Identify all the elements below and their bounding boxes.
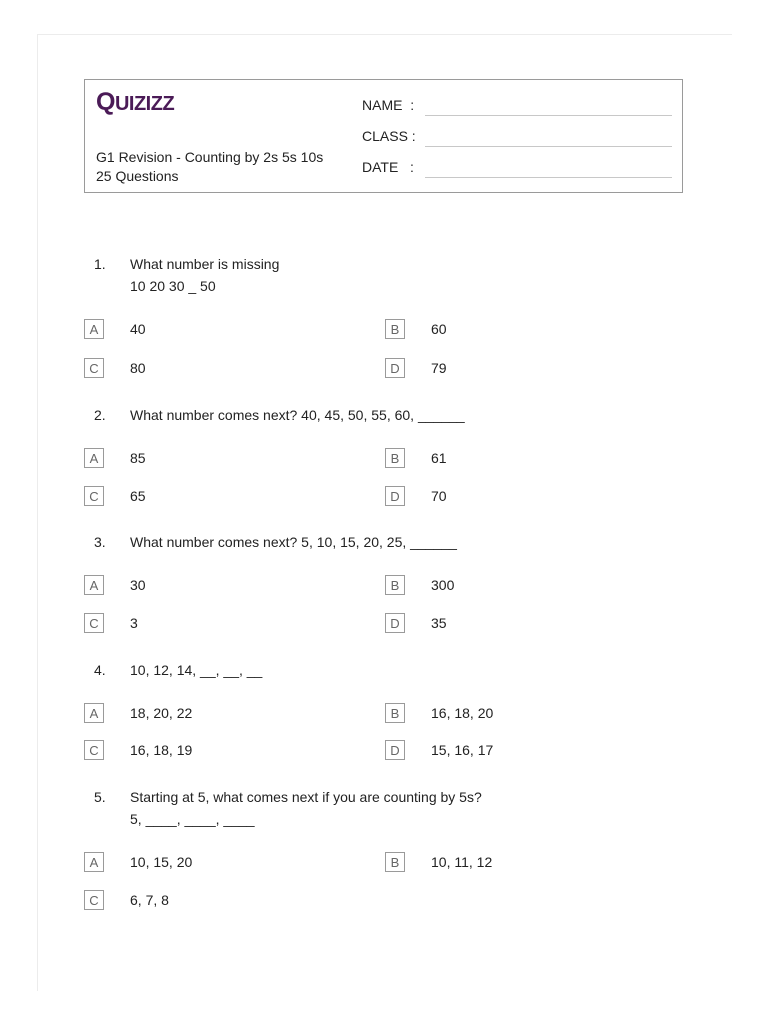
option-text: 40 [130, 321, 146, 337]
option-letter: D [385, 740, 405, 760]
option-text: 35 [431, 615, 447, 631]
q4-option-c[interactable] [84, 740, 344, 762]
class-label: CLASS : [362, 128, 416, 144]
option-letter: B [385, 852, 405, 872]
class-line[interactable] [425, 146, 672, 147]
name-line[interactable] [425, 115, 672, 116]
q5-option-c[interactable] [84, 890, 344, 912]
q3-option-d[interactable] [385, 613, 645, 635]
option-text: 85 [130, 450, 146, 466]
option-letter: A [84, 575, 104, 595]
question-text: Starting at 5, what comes next if you are counting by 5s? 5, ____, ____, ____ [130, 789, 482, 827]
q2-option-c[interactable] [84, 486, 344, 508]
option-letter: A [84, 703, 104, 723]
option-text: 60 [431, 321, 447, 337]
question-number: 3. [94, 534, 106, 550]
option-letter: C [84, 613, 104, 633]
option-letter: C [84, 740, 104, 760]
option-text: 79 [431, 360, 447, 376]
option-letter: C [84, 486, 104, 506]
question-number: 5. [94, 789, 106, 805]
option-letter: D [385, 613, 405, 633]
option-letter: A [84, 448, 104, 468]
option-text: 15, 16, 17 [431, 742, 494, 758]
option-text: 16, 18, 20 [431, 705, 494, 721]
q1-option-a[interactable] [84, 319, 344, 341]
option-text: 65 [130, 488, 146, 504]
q2-option-a[interactable] [84, 448, 344, 470]
q4-option-b[interactable] [385, 703, 645, 725]
date-line[interactable] [425, 177, 672, 178]
option-text: 10, 11, 12 [431, 854, 493, 870]
option-text: 80 [130, 360, 146, 376]
option-letter: C [84, 890, 104, 910]
q1-option-d[interactable] [385, 358, 645, 380]
q5-option-b[interactable] [385, 852, 645, 874]
option-letter: B [385, 703, 405, 723]
option-letter: B [385, 575, 405, 595]
question-number: 2. [94, 407, 106, 423]
q2-option-d[interactable] [385, 486, 645, 508]
q3-option-c[interactable] [84, 613, 344, 635]
option-letter: D [385, 358, 405, 378]
q3-option-a[interactable] [84, 575, 344, 597]
option-letter: B [385, 448, 405, 468]
option-letter: C [84, 358, 104, 378]
question-count: 25 Questions [96, 168, 179, 184]
question-text: 10, 12, 14, __, __, __ [130, 662, 263, 678]
question-number: 4. [94, 662, 106, 678]
quizizz-logo [96, 88, 174, 117]
option-text: 3 [130, 615, 138, 631]
question-number: 1. [94, 256, 106, 272]
option-text: 30 [130, 577, 146, 593]
date-field[interactable] [362, 157, 674, 177]
question-text: What number is missing 10 20 30 _ 50 [130, 256, 280, 294]
q4-option-a[interactable] [84, 703, 344, 725]
option-letter: A [84, 852, 104, 872]
q2-option-b[interactable] [385, 448, 645, 470]
option-text: 10, 15, 20 [130, 854, 193, 870]
name-label: NAME : [362, 97, 415, 113]
name-field[interactable] [362, 95, 674, 115]
option-letter: A [84, 319, 104, 339]
class-field[interactable] [362, 126, 674, 146]
date-label: DATE : [362, 159, 414, 175]
q3-option-b[interactable] [385, 575, 645, 597]
q5-option-a[interactable] [84, 852, 344, 874]
option-text: 18, 20, 22 [130, 705, 193, 721]
option-letter: B [385, 319, 405, 339]
option-letter: D [385, 486, 405, 506]
logo-rest: UIZIZZ [114, 93, 175, 115]
option-text: 6, 7, 8 [130, 892, 169, 908]
q4-option-d[interactable] [385, 740, 645, 762]
option-text: 61 [431, 450, 447, 466]
quiz-title: G1 Revision - Counting by 2s 5s 10s [96, 149, 324, 165]
worksheet-header [84, 79, 683, 193]
q1-option-b[interactable] [385, 319, 645, 341]
q1-option-c[interactable] [84, 358, 344, 380]
option-text: 16, 18, 19 [130, 742, 193, 758]
question-text: What number comes next? 5, 10, 15, 20, 25, ______ [130, 534, 457, 550]
logo-q: Q [96, 88, 115, 116]
question-text: What number comes next? 40, 45, 50, 55, 60, ______ [130, 407, 465, 423]
option-text: 300 [431, 577, 455, 593]
option-text: 70 [431, 488, 447, 504]
